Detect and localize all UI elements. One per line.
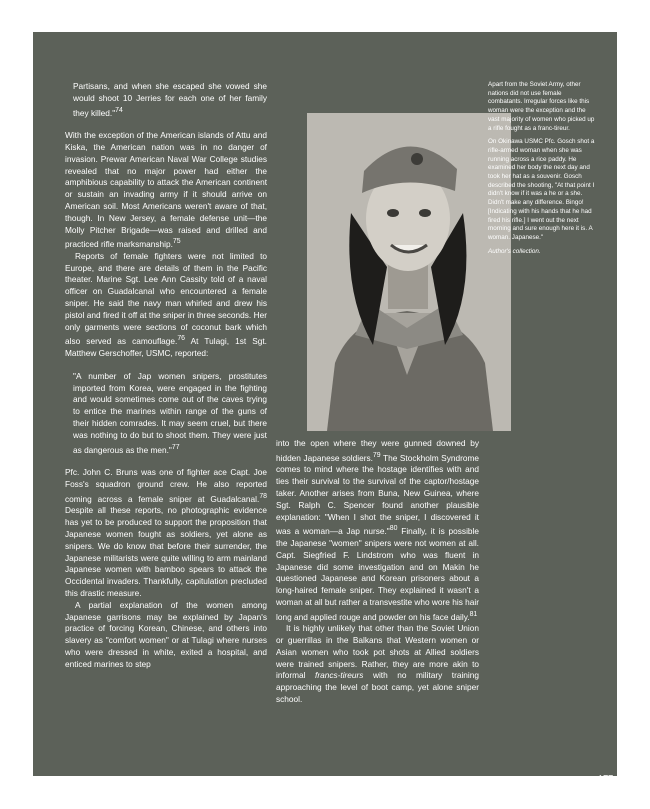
caption-paragraph: On Okinawa USMC Pfc. Gosch shot a rifle-armed woman when she was running across a rice paddy. He examined her body the next day and took her hat as a souvenir. Gosch described the shooting, "At that point I didn't know if it was a he or a she. Didn't make any difference. Bingo! [Indicating with his hands that he had fired his rifle.] I went out the next morning and sure enough here it is. A woman. Japanese." — [488, 138, 595, 241]
footnote-ref: 74 — [115, 106, 123, 114]
paragraph: It is highly unlikely that other than the Soviet Union or guerrillas in the Balkans that Western women or Asian women who took pot shots at Allied soldiers were trained snipers. Rather, they are more akin to informal francs-tireurs with no military training approaching the level of boot camp, yet alone sniper school. — [276, 623, 479, 705]
paragraph: With the exception of the American islands of Attu and Kiska, the American nation was in no danger of invasion. Prewar American Naval War College studies revealed that no major power had either the amphibious capability to attack the American continent or sustain an invading army if it should arrive on American soil. Most Americans weren't aware of that, though. In New Jersey, a female defense unit—the Molly Pitcher Brigade—was raised and drilled and practiced rifle marksmanship.$^{75}$ — [65, 130, 267, 250]
paragraph: A partial explanation of the women among Japanese garrisons may be explained by Japan's practice of forcing Korean, Chinese, and others into slavery as "comfort women" or at Tulagi where nurses who were dressed in white, exited a hospital, and enticed marines to step — [65, 599, 267, 669]
footnote-ref: 77 — [171, 443, 180, 451]
middle-text-column — [276, 438, 479, 706]
footnote-ref: 81 — [469, 610, 478, 618]
footnote-ref: 78 — [259, 492, 267, 500]
paragraph: Reports of female fighters were not limited to Europe, and there are details of them in the Pacific theater. Marine Sgt. Lee Ann Cassity told of a naval officer on Guadalcanal who encountered a female sniper. He said the navy man whirled and drew his pistol and fired it off at the sniper in three seconds. Her only garments were sections of coconut bark which also served as camouflage.$^{76}$ At Tulagi, 1st Sgt. Matthew Gerschoffer, USMC, reported: — [65, 250, 267, 359]
paragraph: into the open where they were gunned downed by hidden Japanese soldiers.$^{79}$ The Stockholm Syndrome comes to mind where the hostage identifies with and ties their survival to the survival of the captor/hostage taker. Another arises from Buna, New Guinea, where Sgt. Ralph C. Spencer found another plausible explanation: "When I shot the sniper, I discovered it was a woman—a Jap nurse."$^{80}$ Finally, it is possible the Japanese "women" snipers were not women at all. Capt. Siegfried F. Lindstrom who was fluent in Japanese did some investigation and on Makin he questioned Japanese and Korean prisoners about a long-haired female sniper. They explained it wasn't a woman at all but rather a transvestite who wore his hair long and applied rouge and powder on his face daily.$^{81}$ — [276, 438, 479, 622]
footnote-ref: 80 — [389, 525, 398, 533]
footnote-ref: 79 — [372, 451, 381, 459]
portrait-illustration — [307, 113, 511, 431]
footnote-ref: 75 — [172, 238, 181, 246]
page-number: 177 — [598, 774, 613, 785]
block-quote: "A number of Jap women snipers, prostitutes imported from Korea, were engaged in the fighting and would sometimes come out of the caves trying to entice the marines within range of the guns of their hidden comrades. It may seem cruel, but there was nothing to do but to shoot them. They were just as dangerous as the men."$^{77}$ — [73, 370, 267, 455]
left-text-column — [65, 81, 267, 670]
paragraph: Pfc. John C. Bruns was one of fighter ace Capt. Joe Foss's squadron ground crew. He also reported coming across a female sniper at Guadalcanal.$^{78}$ Despite all these reports, no photographic evidence has yet to be produced to support the proposition that Japanese women fought as soldiers, yet alone as snipers. We do know that before their surrender, the Japanese militarists were quite willing to arm mainland Japanese women with bamboo spears to attack the Occidental invaders. Thankfully, capitulation precluded this drastic measure. — [65, 467, 267, 598]
caption-paragraph: Apart from the Soviet Army, other nations did not use female combatants. Irregular forces like this woman were the exception and the vast majority of women who picked up a rifle fought as a franc-tireur. — [488, 81, 595, 132]
quote-continuation: Partisans, and when she escaped she vowed she would shoot 10 Jerries for each one of her family they killed."$^{74}$ — [73, 81, 267, 118]
caption-credit: Author's collection. — [488, 247, 541, 255]
page-panel — [33, 32, 617, 785]
footnote-ref: 76 — [177, 335, 186, 343]
historical-photo — [307, 113, 511, 431]
photo-caption — [488, 81, 596, 261]
